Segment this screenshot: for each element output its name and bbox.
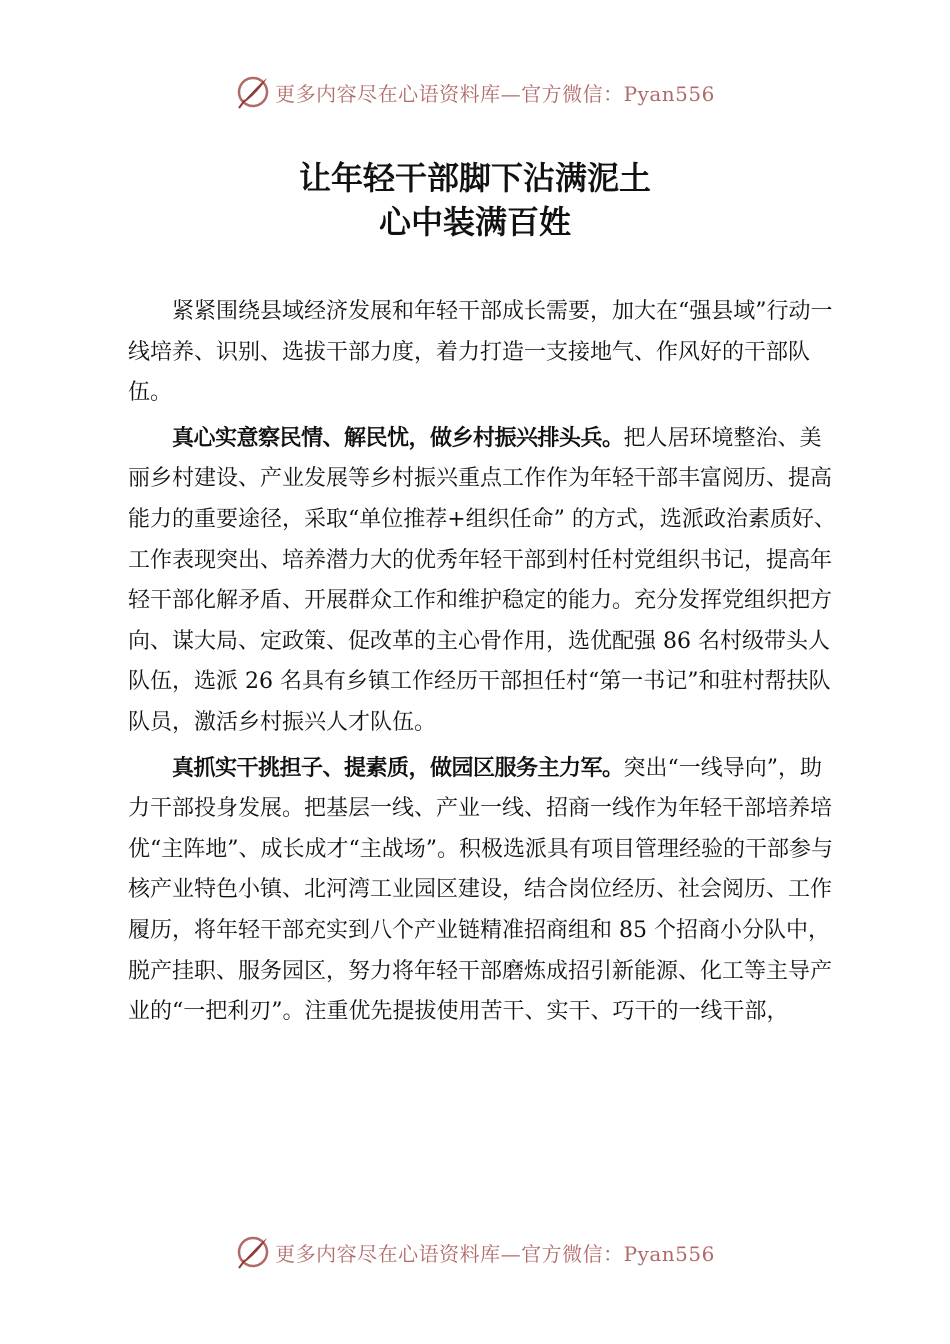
- intro-paragraph: 紧紧围绕县域经济发展和年轻干部成长需要，加大在“强县域”行动一线培养、识别、选拔干部力度，着力打造一支接地气、作风好的干部队伍。: [128, 299, 833, 406]
- quill-logo-icon: [235, 74, 271, 110]
- section-2-body: 突出“一线导向”，助力干部投身发展。把基层一线、产业一线、招商一线作为年轻干部培养培优“主阵地”、成长成才“主战场”。积极选派具有项目管理经验的干部参与核产业特色小镇、北河湾工业园区建设，结合岗位经历、社会阅历、工作履历，将年轻干部充实到八个产业链精准招商组和 85 个招商小分队中，脱产挂职、服务园区，努力将年轻干部磨炼成招引新能源、化工等主导产业的“一把利刃”。注重优先提拔使用苦干、实干、巧干的一线干部，: [128, 755, 833, 1025]
- footer-banner-text: 更多内容尽在心语资料库—官方微信：Pyan556: [275, 1241, 715, 1266]
- header-banner: [0, 72, 950, 112]
- document-title-line-2: 心中装满百姓: [378, 203, 571, 241]
- section-2-lead: 真抓实干挑担子、提素质，做园区服务主力军。: [172, 755, 624, 781]
- footer-banner: [0, 1232, 950, 1272]
- quill-logo-icon: [235, 1234, 271, 1270]
- section-1-body: 把人居环境整治、美丽乡村建设、产业发展等乡村振兴重点工作作为年轻干部丰富阅历、提高能力的重要途径，采取“单位推荐+组织任命” 的方式，选派政治素质好、工作表现突出、培养潜力大的优秀年轻干部到村任村党组织书记，提高年轻干部化解矛盾、开展群众工作和维护稳定的能力。充分发挥党组织把方向、谋大局、定政策、促改革的主心骨作用，选优配强 86 名村级带头人队伍，选派 26 名具有乡镇工作经历干部担任村“第一书记”和驻村帮扶队队员，激活乡村振兴人才队伍。: [128, 425, 836, 735]
- document-body: [128, 292, 840, 1033]
- section-1-paragraph: [128, 419, 840, 744]
- section-2-paragraph: [128, 749, 840, 1033]
- document-title-line-1: 让年轻干部脚下沾满泥土: [298, 159, 651, 197]
- header-banner-text: 更多内容尽在心语资料库—官方微信：Pyan556: [275, 81, 715, 106]
- section-1-lead: 真心实意察民情、解民忧，做乡村振兴排头兵。: [172, 425, 624, 451]
